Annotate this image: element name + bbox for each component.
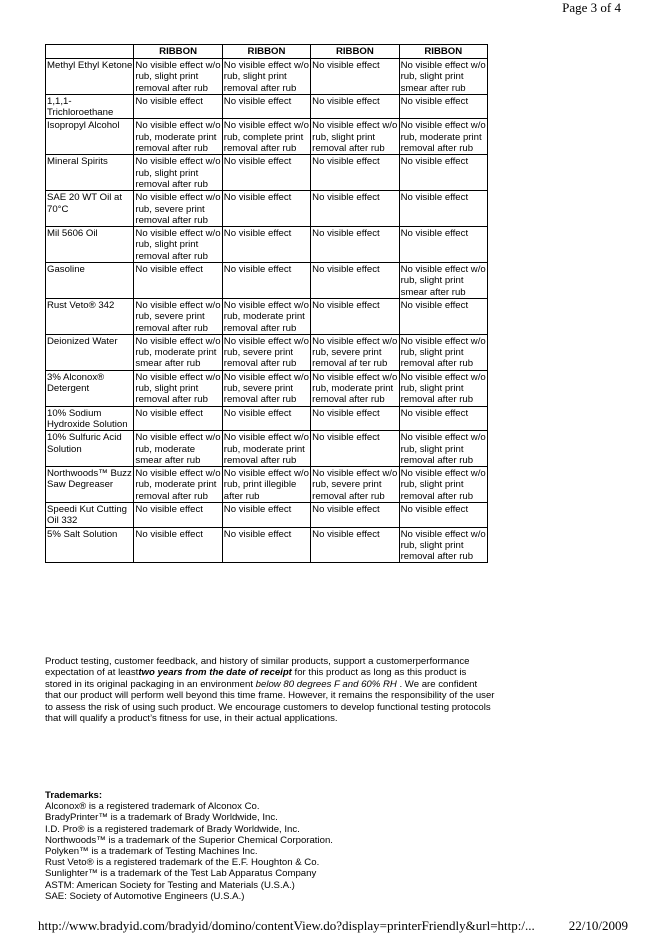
header-cell: RIBBON	[222, 45, 310, 59]
chemical-name-cell: Deionized Water	[46, 334, 134, 370]
result-cell: No visible effect w/o rub, severe print removal after rub	[223, 371, 309, 406]
result-cell: No visible effect	[399, 406, 487, 431]
result-cell: No visible effect w/o rub, slight print removal after rub	[135, 156, 221, 190]
shelf-life-paragraph	[45, 656, 495, 724]
result-cell: No visible effect	[134, 406, 222, 431]
result-cell: No visible effect w/o rub, severe print removal af ter rub	[312, 335, 398, 370]
result-cell: No visible effect	[311, 155, 399, 191]
paragraph-text: . We are confident that our product will perform well beyond this time frame. However, it remains the responsibility of the user to assess the risk of using such product. We encourage customers to develop functional testing protocols that will qualify a product’s fitness for use, in their actual applications.	[45, 678, 495, 725]
paragraph-text: for this product as long as this product is stored in its original packaging in an environment	[45, 667, 467, 690]
chemical-resistance-table	[45, 44, 488, 563]
footer-date: 22/10/2009	[568, 918, 628, 933]
table-row	[46, 431, 488, 467]
result-cell: No visible effect w/o rub, slight print removal after rub	[400, 528, 486, 563]
table-row	[46, 155, 488, 191]
result-cell: No visible effect	[399, 298, 487, 334]
result-cell: No visible effect	[311, 406, 399, 431]
paragraph-emphasis: two years from the date of receipt	[138, 667, 292, 679]
table-row	[46, 94, 488, 119]
result-cell: No visible effect	[311, 227, 399, 263]
result-cell: No visible effect w/o rub, moderate print smear after rub	[135, 335, 221, 370]
table-row	[46, 119, 488, 155]
chemical-name-cell: SAE 20 WT Oil at 70°C	[46, 191, 134, 227]
trademarks-heading: Trademarks:	[45, 790, 103, 801]
chemical-name-cell: Northwoods™ Buzz Saw Degreaser	[46, 467, 134, 503]
chemical-name-cell: 1,1,1-Trichloroethane	[46, 94, 134, 119]
result-cell: No visible effect w/o rub, slight print removal after rub	[400, 432, 486, 466]
result-cell: No visible effect	[311, 94, 399, 119]
chemical-name-cell: 10% Sodium Hydroxide Solution	[46, 406, 134, 431]
chemical-name-cell: Mil 5606 Oil	[46, 227, 134, 263]
chemical-name-cell: Gasoline	[46, 263, 134, 299]
table-row	[46, 191, 488, 227]
result-cell: No visible effect	[311, 59, 399, 95]
result-cell: No visible effect w/o rub, moderate print removal after rub	[223, 299, 309, 334]
paragraph-italic: below 80 degrees F and 60% RH	[255, 678, 397, 690]
trademark-line: Rust Veto® is a registered trademark of the E.F. Houghton & Co.	[45, 857, 320, 869]
header-cell: RIBBON	[311, 45, 399, 59]
table-row	[46, 263, 488, 299]
result-cell: No visible effect	[311, 502, 399, 527]
table-row	[46, 298, 488, 334]
result-cell: No visible effect w/o rub, slight print smear after rub	[400, 60, 486, 94]
result-cell: No visible effect w/o rub, severe print removal after rub	[135, 192, 221, 226]
result-cell: No visible effect	[222, 502, 310, 527]
result-cell: No visible effect w/o rub, slight print removal after rub	[400, 371, 486, 406]
result-cell: No visible effect	[222, 263, 310, 299]
trademark-line: I.D. Pro® is a registered trademark of Brady Worldwide, Inc.	[45, 823, 300, 835]
table-row	[46, 527, 488, 563]
trademark-line: BradyPrinter™ is a trademark of Brady Worldwide, Inc.	[45, 812, 278, 824]
table-row	[46, 406, 488, 431]
chemical-name-cell: Mineral Spirits	[46, 155, 134, 191]
result-cell: No visible effect w/o rub, severe print removal after rub	[312, 468, 398, 502]
result-cell: No visible effect	[311, 263, 399, 299]
result-cell: No visible effect w/o rub, moderate print removal after rub	[223, 432, 309, 466]
result-cell: No visible effect	[222, 227, 310, 263]
chemical-name-cell: Rust Veto® 342	[46, 298, 134, 334]
result-cell: No visible effect w/o rub, moderate smear after rub	[135, 432, 221, 466]
result-cell: No visible effect w/o rub, slight print removal after rub	[135, 60, 221, 94]
result-cell: No visible effect w/o rub, slight print smear after rub	[400, 264, 486, 298]
trademark-line: Polyken™ is a trademark of Testing Machines Inc.	[45, 846, 258, 858]
result-cell: No visible effect	[222, 155, 310, 191]
result-cell: No visible effect	[222, 406, 310, 431]
header-cell: RIBBON	[134, 45, 222, 59]
result-cell: No visible effect w/o rub, slight print removal after rub	[135, 228, 221, 262]
result-cell: No visible effect w/o rub, moderate print removal after rub	[135, 120, 221, 155]
result-cell: No visible effect	[399, 502, 487, 527]
table-row	[46, 502, 488, 527]
result-cell: No visible effect w/o rub, slight print removal after rub	[400, 468, 486, 502]
result-cell: No visible effect w/o rub, slight print removal after rub	[223, 60, 309, 94]
chemical-name-cell: 3% Alconox® Detergent	[46, 370, 134, 406]
trademark-line: ASTM: American Society for Testing and Materials (U.S.A.)	[45, 879, 295, 891]
result-cell: No visible effect w/o rub, severe print removal after rub	[223, 335, 309, 370]
header-cell: RIBBON	[399, 45, 487, 59]
chemical-name-cell: 10% Sulfuric Acid Solution	[46, 431, 134, 467]
result-cell: No visible effect	[311, 527, 399, 563]
result-cell: No visible effect w/o rub, print illegible after rub	[223, 468, 309, 502]
paragraph-text: Product testing, customer feedback, and history of similar products, support a customerperformance expectation of at least	[45, 656, 470, 679]
trademark-line: Northwoods™ is a trademark of the Superior Chemical Corporation.	[45, 834, 333, 846]
table-row	[46, 227, 488, 263]
trademark-line: SAE: Society of Automotive Engineers (U.S.A.)	[45, 890, 245, 902]
result-cell: No visible effect	[399, 155, 487, 191]
footer-url: http://www.bradyid.com/bradyid/domino/contentView.do?display=printerFriendly&url=http:/...	[38, 918, 535, 933]
chemical-name-cell: Speedi Kut Cutting Oil 332	[46, 502, 134, 527]
trademarks-section	[45, 790, 495, 902]
page-indicator: Page 3 of 4	[562, 0, 621, 15]
result-cell: No visible effect	[399, 191, 487, 227]
result-cell: No visible effect	[134, 527, 222, 563]
table-row	[46, 59, 488, 95]
header-cell	[46, 45, 134, 59]
result-cell: No visible effect	[399, 227, 487, 263]
result-cell: No visible effect	[311, 191, 399, 227]
result-cell: No visible effect	[399, 94, 487, 119]
result-cell: No visible effect	[134, 94, 222, 119]
result-cell: No visible effect	[311, 431, 399, 467]
result-cell: No visible effect	[134, 502, 222, 527]
result-cell: No visible effect w/o rub, slight print removal after rub	[135, 371, 221, 406]
result-cell: No visible effect	[134, 263, 222, 299]
result-cell: No visible effect	[222, 191, 310, 227]
result-cell: No visible effect w/o rub, slight print removal after rub	[312, 120, 398, 155]
chemical-name-cell: 5% Salt Solution	[46, 527, 134, 563]
table-row	[46, 334, 488, 370]
trademark-line: Sunlighter™ is a trademark of the Test Lab Apparatus Company	[45, 868, 317, 880]
table-header-row	[46, 45, 488, 59]
table-row	[46, 370, 488, 406]
result-cell: No visible effect w/o rub, slight print removal after rub	[400, 335, 486, 370]
chemical-name-cell: Methyl Ethyl Ketone	[46, 59, 134, 95]
trademark-line: Alconox® is a registered trademark of Alconox Co.	[45, 801, 260, 813]
result-cell: No visible effect w/o rub, severe print removal after rub	[135, 299, 221, 334]
result-cell: No visible effect	[222, 527, 310, 563]
result-cell: No visible effect w/o rub, complete print removal after rub	[223, 120, 309, 155]
result-cell: No visible effect w/o rub, moderate print removal after rub	[400, 120, 486, 155]
table-row	[46, 467, 488, 503]
result-cell: No visible effect w/o rub, moderate print removal after rub	[312, 371, 398, 406]
result-cell: No visible effect	[222, 94, 310, 119]
result-cell: No visible effect w/o rub, moderate print removal after rub	[135, 468, 221, 502]
result-cell: No visible effect	[311, 298, 399, 334]
chemical-name-cell: Isopropyl Alcohol	[46, 119, 134, 155]
